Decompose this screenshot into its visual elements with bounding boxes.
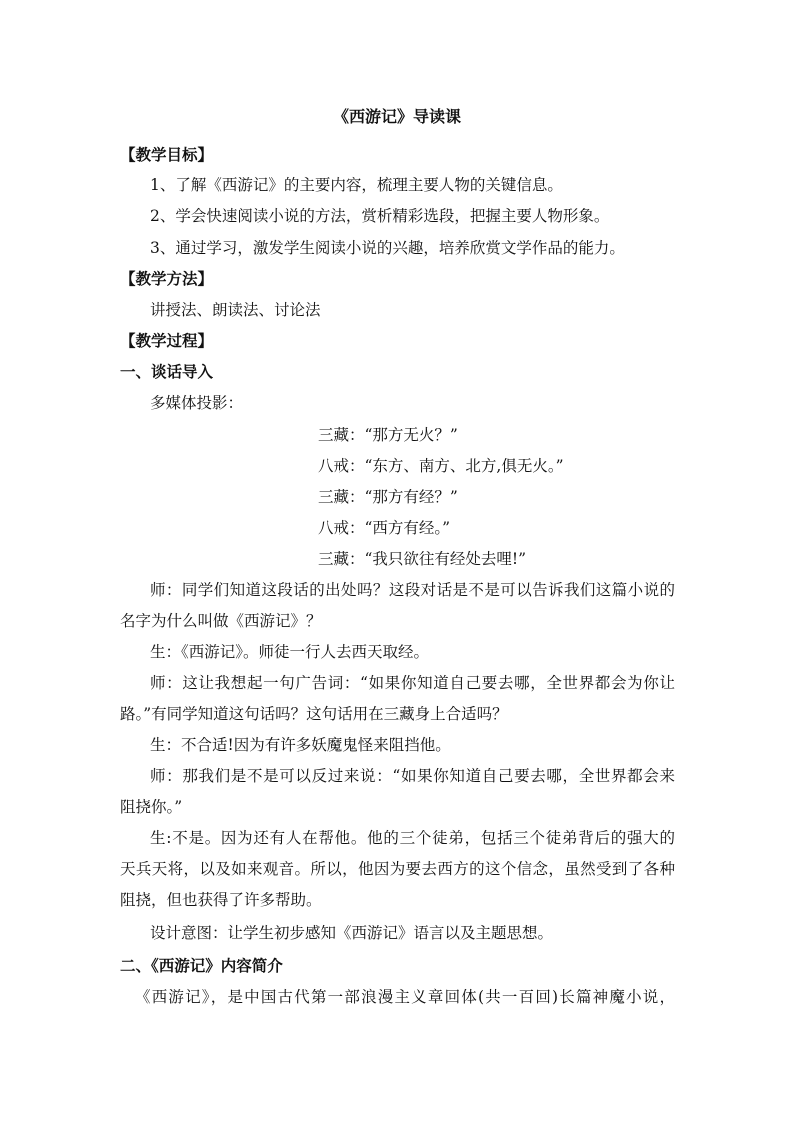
- goals-heading: 【教学目标】: [120, 145, 214, 164]
- paragraph-line: 阻挠，但也获得了许多帮助。: [120, 891, 322, 909]
- paragraph-line: 师：这让我想起一句广告词：“如果你知道自己要去哪，全世界都会为你让: [150, 674, 675, 692]
- goal-item: 2、学会快速阅读小说的方法，赏析精彩选段，把握主要人物形象。: [150, 207, 610, 225]
- process-heading: 【教学过程】: [120, 331, 214, 350]
- goal-item: 1、了解《西游记》的主要内容，梳理主要人物的关键信息。: [150, 176, 563, 194]
- part2-heading: 二、《西游记》内容简介: [120, 956, 283, 975]
- paragraph-line: 生：《西游记》。师徒一行人去西天取经。: [150, 643, 430, 661]
- methods-text: 讲授法、朗读法、讨论法: [150, 301, 321, 319]
- dialogue-line: 三藏：“那方有经？”: [318, 488, 458, 506]
- paragraph-line: 生：不合适!因为有许多妖魔鬼怪来阻挡他。: [150, 736, 451, 754]
- paragraph-line: 师：同学们知道这段话的出处吗？这段对话是不是可以告诉我们这篇小说的: [150, 581, 675, 599]
- paragraph-line: 生:不是。因为还有人在帮他。他的三个徒弟，包括三个徒弟背后的强大的: [150, 829, 675, 847]
- paragraph-line: 阻挠你。”: [120, 798, 183, 816]
- dialogue-line: 三藏：“那方无火？”: [318, 426, 458, 444]
- paragraph-line: 师：那我们是不是可以反过来说：“如果你知道自己要去哪，全世界都会来: [150, 767, 675, 785]
- design-intent: 设计意图：让学生初步感知《西游记》语言以及主题思想。: [150, 924, 554, 942]
- dialogue-line: 三藏：“我只欲往有经处去哩!”: [318, 550, 527, 568]
- document-title: 《西游记》导读课: [332, 107, 461, 126]
- goal-item: 3、通过学习，激发学生阅读小说的兴趣，培养欣赏文学作品的能力。: [150, 239, 625, 257]
- part1-heading: 一、谈话导入: [120, 362, 214, 381]
- dialogue-line: 八戒：“东方、南方、北方,俱无火。”: [318, 457, 564, 475]
- paragraph-line: 名字为什么叫做《西游记》？: [120, 612, 322, 630]
- paragraph-line: 天兵天将，以及如来观音。所以，他因为要去西方的这个信念，虽然受到了各种: [120, 860, 675, 878]
- paragraph-line: 路。”有同学知道这句话吗？这句话用在三藏身上合适吗？: [120, 705, 508, 723]
- dialogue-line: 八戒：“西方有经。”: [318, 519, 451, 537]
- methods-heading: 【教学方法】: [120, 269, 214, 288]
- media-label: 多媒体投影：: [150, 394, 244, 412]
- part2-text: 《西游记》，是中国古代第一部浪漫主义章回体(共一百回)长篇神魔小说，: [135, 988, 675, 1006]
